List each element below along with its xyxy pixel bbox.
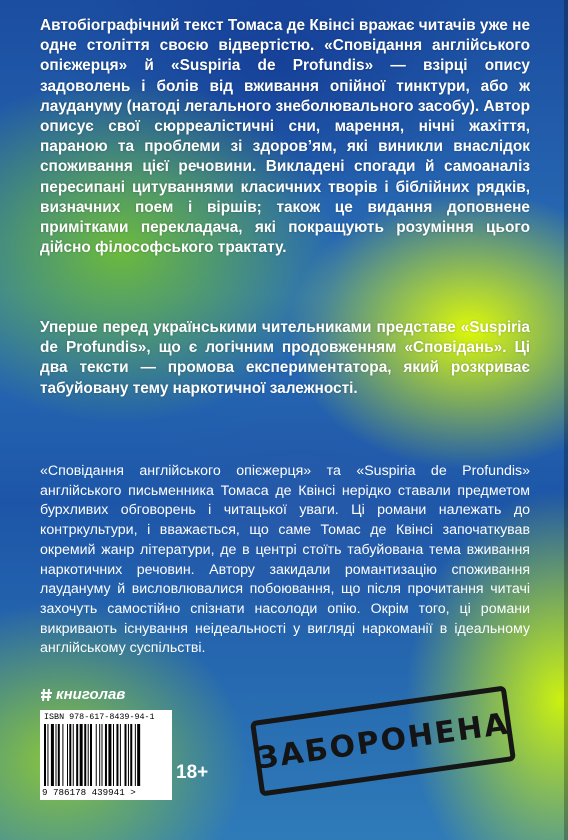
barcode-bar [62,724,63,786]
barcode-digits: 9 786178 439941 > [42,787,136,798]
barcode-bar [105,724,107,786]
isbn-barcode [40,710,172,800]
barcode-bar [88,724,89,786]
isbn-label: ISBN 978-617-8439-94-1 [44,712,155,722]
publisher-name: книголав [56,686,126,703]
stamp-text: ЗАБОРОНЕНА [254,705,512,777]
barcode-bar [76,724,78,786]
barcode-bar [47,724,48,786]
hash-k-icon [41,688,53,702]
barcode-bar [137,724,140,786]
barcode-bar [125,724,127,786]
banned-stamp [250,685,516,796]
barcode-bars [44,724,168,786]
barcode-bar [51,724,54,786]
barcode-bar [90,724,92,786]
barcode-bar [116,724,118,786]
barcode-bar [67,724,68,786]
blurb-paragraph-1: Автобіографічний текст Томаса де Квінсі вражає читачів уже не одне століття своєю відвертістю. «Сповідання англійського опієжерця» й «Suspiria de Profundis» — взірці опису задоволень і болів від вживання опійної тинктури, або ж лаудануму (натоді легального знеболювального засобу). Автор описує свої сюрреалістичні сни, марення, нічні жахіття, параною та проблеми зі здоров’ям, які виникли внаслідок споживання цієї речовини. Викладені спогади й самоаналіз пересипані цитуваннями класичних творів і біблійних рядків, визначних поем і віршів; також це видання доповнене примітками перекладача, які покращують розуміння цього дійсно філософського трактату. [40,17,530,257]
barcode-bar [73,724,74,786]
barcode-bar [120,724,121,786]
barcode-bar [58,724,60,786]
barcode-bar [84,724,86,786]
barcode-bar [44,724,46,786]
barcode-bar [108,724,111,786]
barcode-bar [99,724,100,786]
barcode-bar [69,724,71,786]
blurb-paragraph-2: Уперше перед українськими чительниками представе «Suspiria de Profundis», що є логічним продовженням «Сповідань». Ці два тексти — промова експериментатора, який розкриває табуйовану тему наркотичної залежності. [40,319,530,397]
publisher-logo [41,686,125,703]
barcode-bar [135,724,136,786]
barcode-bar [56,724,57,786]
cover-edge [564,0,568,840]
barcode-bar [102,724,103,786]
barcode-bar [130,724,132,786]
barcode-bar [80,724,83,786]
barcode-bar [113,724,114,786]
book-description: «Сповідання англійського опієжерця» та «Suspiria de Profundis» англійського письменника Томаса де Квінсі нерідко ставали предметом бурхливих обговорень і читацької уваги. Ці романи належать до контркультури, і вважається, що саме Томас де Квінсі започаткував окремий жанр літератури, де в центрі стоїть табуйована тема вживання наркотичних речовин. Автору закидали романтизацію споживання лаудануму й висловлювалися побоювання, що після прочитання читачі захочуть самостійно спізнати насолоди опію. Окрім того, ці романи викривають існування неідеальності у вигляді наркоманії в ідеальному англійському суспільстві. [40,463,530,657]
barcode-bar [128,724,129,786]
barcode-bar [96,724,97,786]
age-rating-badge: 18+ [176,762,209,783]
